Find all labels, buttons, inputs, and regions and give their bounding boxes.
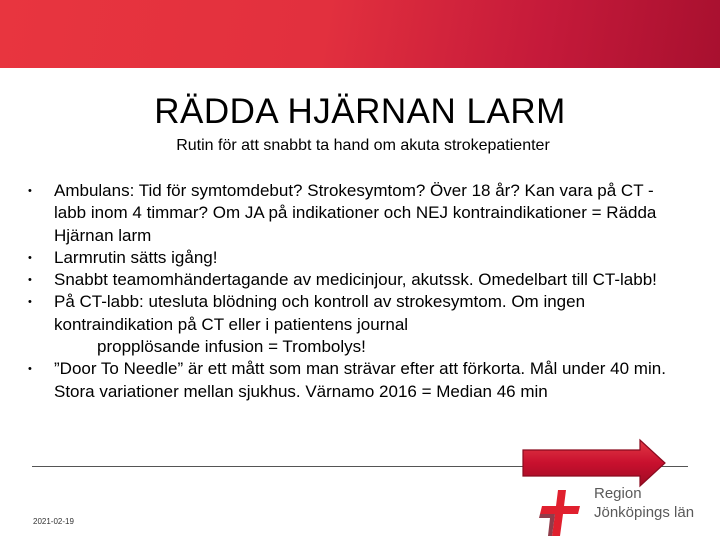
bullet-text: Larmrutin sätts igång!: [54, 247, 218, 267]
region-cross-logo-icon: [536, 486, 588, 538]
slide-date: 2021-02-19: [33, 517, 74, 526]
top-banner: [0, 0, 720, 68]
list-item: [24, 180, 684, 247]
list-item: [24, 291, 684, 358]
bullet-dot: •: [28, 185, 32, 197]
logo-line-region: Region: [594, 485, 642, 502]
bullet-list: [24, 180, 684, 403]
bullet-dot: •: [28, 251, 32, 264]
region-logo: [536, 480, 720, 540]
bullet-text: ”Door To Needle” är ett mått som man strävar efter att förkorta. Mål under 40 min. Stora variationer mellan sjukhus. Värnamo 2016 = Median 46 min: [54, 359, 666, 401]
slide-title: RÄDDA HJÄRNAN LARM: [154, 92, 566, 131]
list-item: [24, 358, 684, 403]
bullet-indent-text: propplösande infusion = Trombolys!: [97, 337, 366, 357]
logo-text: [594, 484, 694, 522]
list-item: [24, 269, 684, 291]
logo-line-county: Jönköpings län: [594, 504, 695, 521]
bullet-text: Snabbt teamomhändertagande av medicinjour, akutssk. Omedelbart till CT-labb!: [54, 270, 657, 290]
bullet-dot: •: [28, 274, 32, 287]
slide-subtitle: Rutin för att snabbt ta hand om akuta strokepatienter: [176, 137, 550, 154]
bullet-dot: •: [28, 296, 32, 309]
bullet-text: På CT-labb: utesluta blödning och kontroll av strokesymtom. Om ingen kontraindikation på CT eller i patientens journal: [54, 292, 586, 334]
bullet-dot: •: [28, 363, 32, 376]
bullet-text: Ambulans: Tid för symtomdebut? Strokesymtom? Över 18 år? Kan vara på CT -labb inom 4 timmar? Om JA på indikationer och NEJ kontraindikationer = Rädda Hjärnan larm: [54, 181, 657, 245]
list-item: [24, 247, 684, 269]
